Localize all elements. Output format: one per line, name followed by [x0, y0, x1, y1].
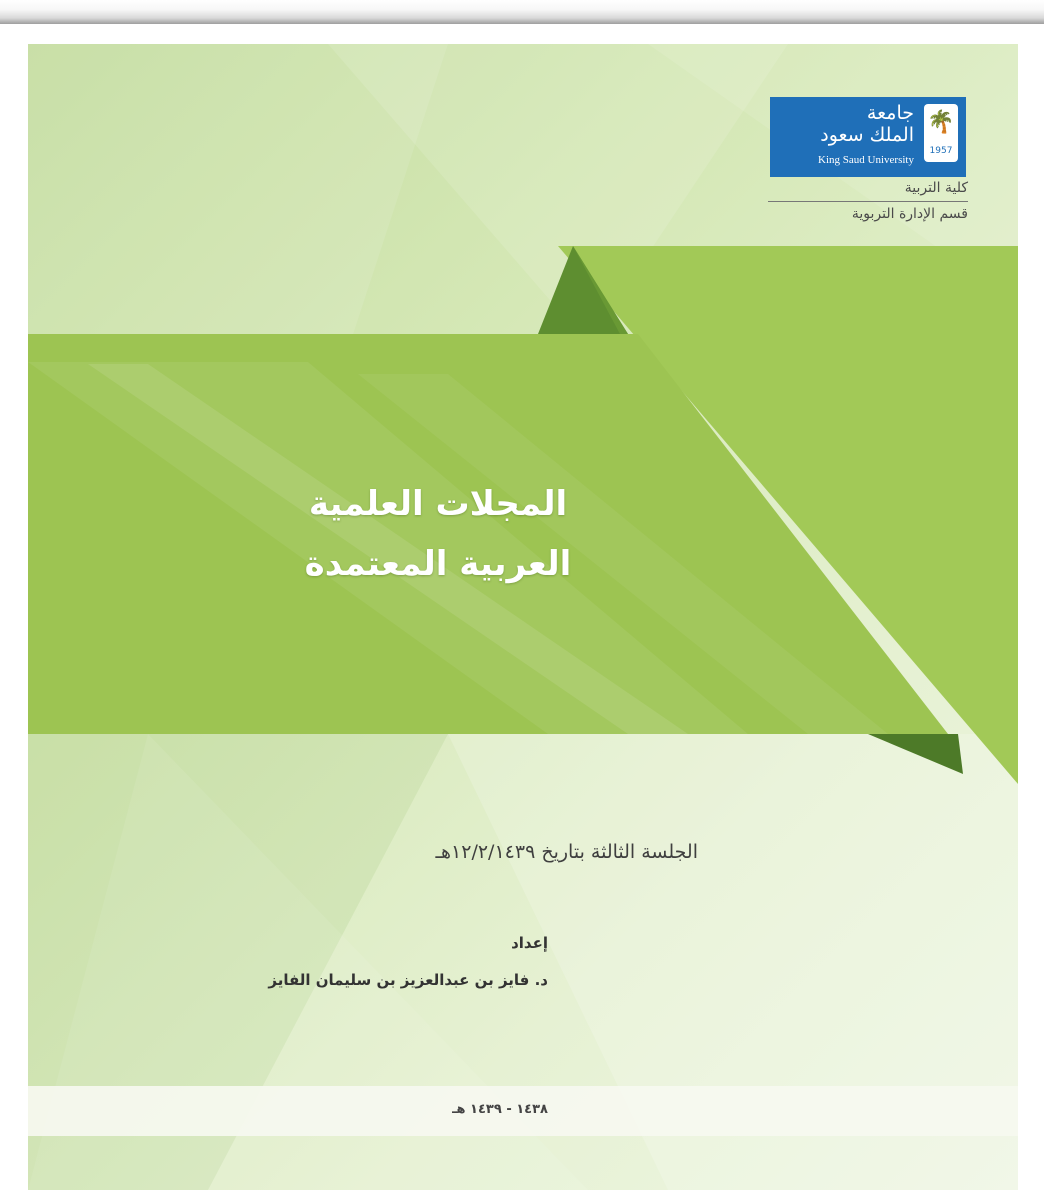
viewer-top-bar — [0, 0, 1044, 24]
prepared-by-label: إعداد — [511, 934, 548, 952]
title-line-1: المجلات العلمية — [308, 484, 568, 524]
university-name-arabic-line2: الملك سعود — [820, 124, 914, 146]
document-cover-page — [28, 44, 1018, 1190]
department-name: قسم الإدارة التربوية — [851, 206, 968, 222]
college-info — [768, 179, 968, 223]
session-date: الجلسة الثالثة بتاريخ ١٢/٢/١٤٣٩هـ — [435, 841, 698, 863]
document-title — [158, 474, 718, 594]
college-divider — [768, 201, 968, 202]
university-name-arabic-line1: جامعة — [866, 102, 914, 124]
university-emblem — [924, 104, 958, 162]
king-saud-university-logo — [770, 97, 966, 177]
college-name: كلية التربية — [904, 180, 968, 196]
university-name-english: King Saud University — [818, 154, 914, 166]
academic-years: ١٤٣٨ - ١٤٣٩ هـ — [452, 1102, 548, 1117]
emblem-year: 1957 — [929, 146, 953, 156]
author-name: د. فايز بن عبدالعزيز بن سليمان الفايز — [268, 971, 548, 989]
title-line-2: العربية المعتمدة — [304, 544, 572, 584]
palm-swords-icon: 🌴 — [927, 110, 955, 135]
